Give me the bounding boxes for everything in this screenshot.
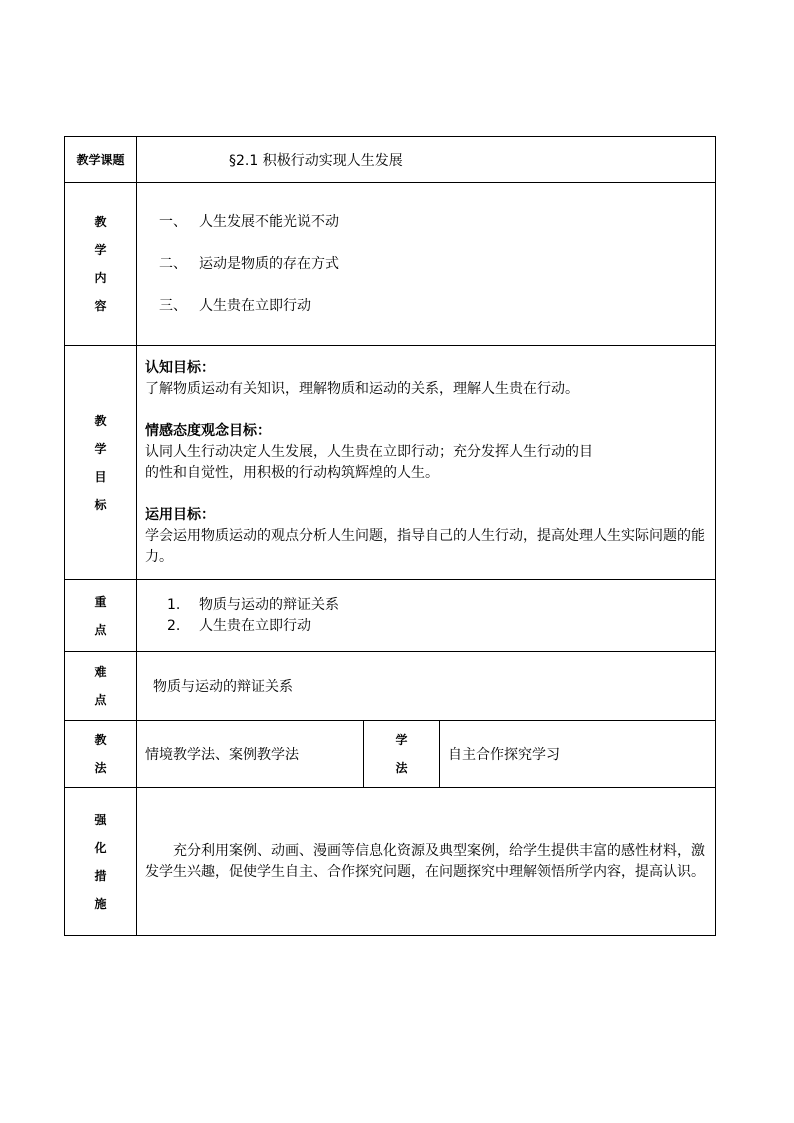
content-item-num: 一、 <box>159 214 187 230</box>
content-item-text: 人生贵在立即行动 <box>199 298 311 314</box>
title-cell <box>137 137 716 183</box>
goals-label-char: 教 <box>94 413 107 428</box>
key-points-row <box>65 580 716 652</box>
learn-method-cell <box>440 721 716 788</box>
key-point-text: 物质与运动的辩证关系 <box>199 596 339 613</box>
content-item <box>159 243 715 285</box>
content-label-char: 学 <box>94 243 107 257</box>
goals-label-char: 标 <box>94 497 107 512</box>
lesson-plan <box>64 136 715 936</box>
reinforce-text: 充分利用案例、动画、漫画等信息化资源及典型案例，给学生提供丰富的感性材料，激发学生兴趣，促使学生自主、合作探究问题，在问题探究中理解领悟所学内容，提高认识。 <box>145 842 705 880</box>
key-point-item <box>167 595 715 616</box>
difficulty-row <box>65 652 716 721</box>
teach-method-text: 情境教学法、案例教学法 <box>145 747 299 763</box>
content-item-num: 二、 <box>159 256 187 272</box>
goals-cell <box>137 346 716 580</box>
teach-method-label-char: 法 <box>94 761 107 775</box>
title-label: 教学课题 <box>65 137 137 183</box>
teach-method-label <box>65 721 137 788</box>
lesson-title: §2.1 积极行动实现人生发展 <box>229 152 403 169</box>
difficulty-label <box>65 652 137 721</box>
key-points-list <box>137 595 715 637</box>
content-label <box>65 183 137 346</box>
difficulty-label-char: 难 <box>94 665 107 679</box>
application-goal-text: 学会运用物质运动的观点分析人生问题，指导自己的人生行动，提高处理人生实际问题的能力。 <box>145 528 705 565</box>
goals-label-char: 目 <box>94 469 107 484</box>
content-item-text: 人生发展不能光说不动 <box>199 214 339 230</box>
reinforce-label-char: 施 <box>94 896 107 911</box>
methods-row <box>65 721 716 788</box>
key-point-num: 1. <box>167 596 181 613</box>
content-row <box>65 183 716 346</box>
content-item <box>159 201 715 243</box>
content-item-num: 三、 <box>159 298 187 314</box>
reinforce-label-char: 措 <box>94 868 107 883</box>
cognitive-goal-heading: 认知目标： <box>145 360 215 376</box>
learn-method-text: 自主合作探究学习 <box>448 747 560 763</box>
difficulty-cell <box>137 652 716 721</box>
content-cell <box>137 183 716 346</box>
teach-method-cell <box>137 721 364 788</box>
application-goal-heading: 运用目标： <box>145 507 215 523</box>
content-label-char: 容 <box>94 299 107 313</box>
key-points-cell <box>137 580 716 652</box>
goals-row <box>65 346 716 580</box>
key-points-label <box>65 580 137 652</box>
learn-method-label-char: 法 <box>395 761 408 775</box>
difficulty-text: 物质与运动的辩证关系 <box>153 679 293 695</box>
content-list <box>137 201 715 327</box>
emotion-goal-heading: 情感态度观念目标： <box>145 423 271 439</box>
content-label-char: 教 <box>94 215 107 229</box>
learn-method-label <box>364 721 440 788</box>
key-points-label-char: 点 <box>94 622 107 637</box>
reinforce-cell <box>137 788 716 936</box>
content-item <box>159 285 715 327</box>
key-point-num: 2. <box>167 617 181 634</box>
key-points-label-char: 重 <box>94 594 107 609</box>
cognitive-goal-text: 了解物质运动有关知识，理解物质和运动的关系，理解人生贵在行动。 <box>145 381 579 397</box>
teach-method-label-char: 教 <box>94 733 107 747</box>
goals-block <box>137 346 715 568</box>
content-item-text: 运动是物质的存在方式 <box>199 256 339 272</box>
emotion-goal-line: 的性和自觉性，用积极的行动构筑辉煌的人生。 <box>145 465 439 481</box>
learn-method-label-char: 学 <box>395 733 408 747</box>
emotion-goal-line: 认同人生行动决定人生发展，人生贵在立即行动；充分发挥人生行动的目 <box>145 444 593 460</box>
key-point-text: 人生贵在立即行动 <box>199 617 311 634</box>
reinforce-row <box>65 788 716 936</box>
reinforce-label-char: 强 <box>94 812 107 827</box>
difficulty-label-char: 点 <box>94 693 107 707</box>
goals-label-char: 学 <box>94 441 107 456</box>
lesson-plan-table <box>64 136 716 936</box>
title-row <box>65 137 716 183</box>
content-label-char: 内 <box>94 271 107 285</box>
goals-label <box>65 346 137 580</box>
reinforce-label-char: 化 <box>94 840 107 855</box>
reinforce-label <box>65 788 137 936</box>
key-point-item <box>167 616 715 637</box>
